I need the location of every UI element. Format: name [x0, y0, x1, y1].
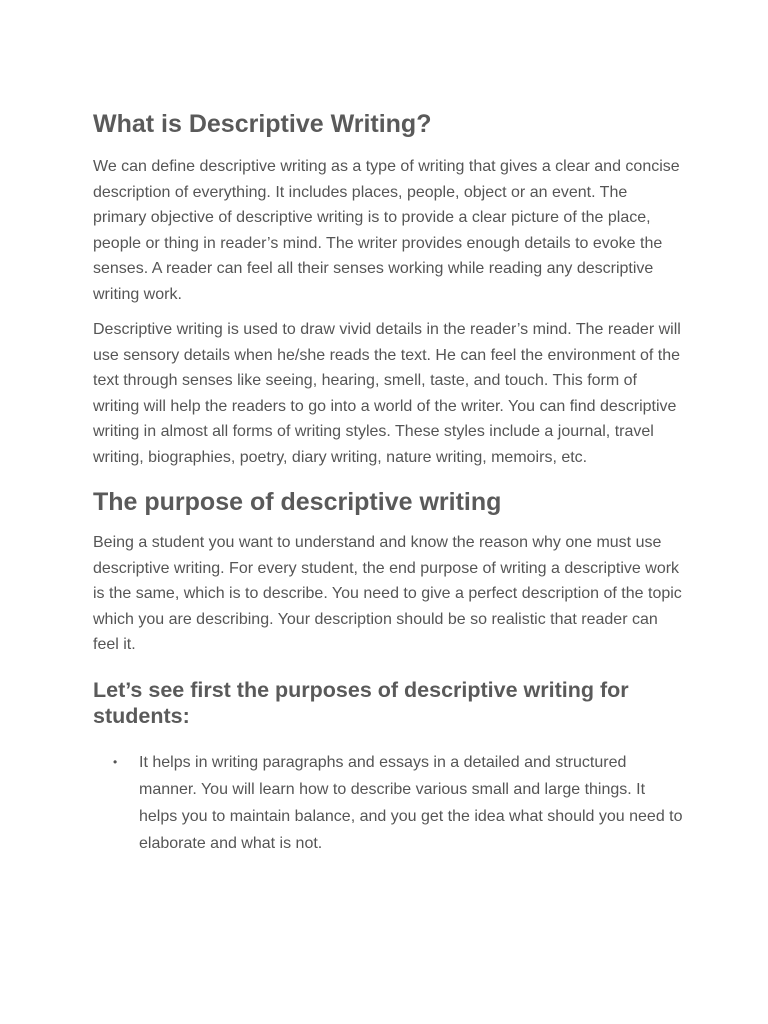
list-item [93, 749, 683, 857]
paragraph-student-purpose: Being a student you want to understand and know the reason why one must use descriptive writing. For every student, the end purpose of writing a descriptive work is the same, which is to describe. You need to give a perfect description of the topic which you are describing. Your description should be so realistic that reader can feel it. [93, 534, 682, 653]
heading-purpose: The purpose of descriptive writing [93, 488, 502, 516]
paragraph-definition: We can define descriptive writing as a type of writing that gives a clear and concise description of everything. It includes places, people, object or an event. The primary objective of descriptive writing is to provide a clear picture of the place, people or thing in reader’s mind. The writer provides enough details to evoke the senses. A reader can feel all their senses working while reading any descriptive writing work. [93, 158, 680, 303]
purposes-list [93, 749, 683, 857]
heading-what-is-descriptive-writing: What is Descriptive Writing? [93, 110, 432, 138]
paragraph-vivid-details: Descriptive writing is used to draw vivid details in the reader’s mind. The reader will use sensory details when he/she reads the text. He can feel the environment of the text through senses like seeing, hearing, smell, taste, and touch. This form of writing will help the readers to go into a world of the writer. You can find descriptive writing in almost all forms of writing styles. These styles include a journal, travel writing, biographies, poetry, diary writing, nature writing, memoirs, etc. [93, 321, 681, 466]
list-item-text: It helps in writing paragraphs and essays in a detailed and structured manner. You will learn how to describe various small and large things. It helps you to maintain balance, and you get the idea what should you need to elaborate and what is not. [139, 753, 683, 852]
heading-purposes-for-students: Let’s see first the purposes of descriptive writing for students: [93, 677, 629, 728]
bullet-marker: • [113, 754, 118, 769]
document-page [93, 108, 683, 857]
